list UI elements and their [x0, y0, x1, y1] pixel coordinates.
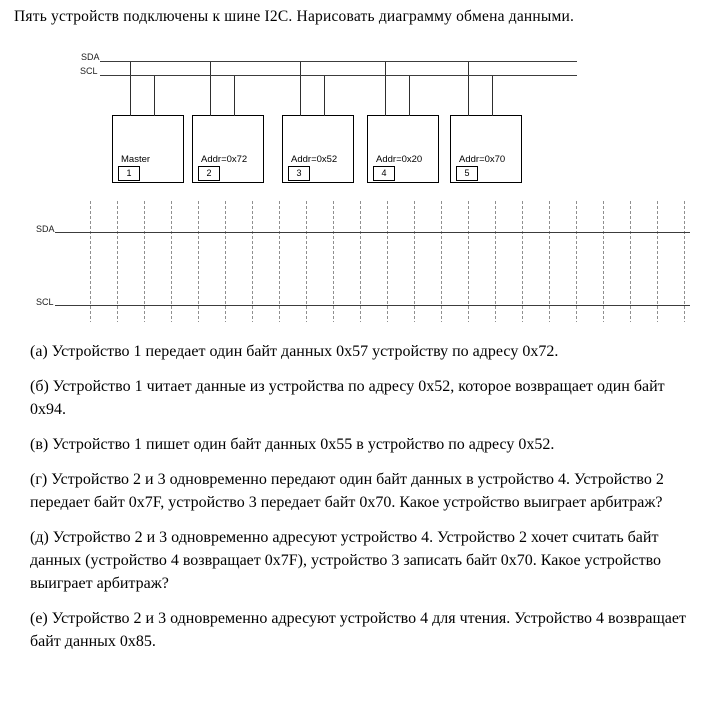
device-box-4 — [367, 115, 439, 183]
scl-bus-label: SCL — [80, 66, 98, 76]
sda-bus-label: SDA — [81, 52, 100, 62]
page-title: Пять устройств подключены к шине I2C. Нарисовать диаграмму обмена данными. — [14, 8, 575, 25]
wire-to-sda — [130, 62, 131, 116]
device-number: 1 — [118, 166, 140, 181]
sda-timing-label: SDA — [36, 224, 55, 234]
timing-grid — [90, 199, 686, 322]
device-label: Addr=0x52 — [291, 154, 338, 165]
device-label: Addr=0x70 — [459, 154, 506, 165]
device-box-2 — [192, 115, 264, 183]
device-number: 4 — [373, 166, 395, 181]
question-item-b: (б) Устройство 1 читает данные из устройства по адресу 0x52, которое возвращает один байт 0x94. — [30, 378, 665, 418]
device-number: 2 — [198, 166, 220, 181]
sda-timing-line — [55, 232, 690, 233]
scl-bus-line — [100, 75, 577, 76]
device-box-5 — [450, 115, 522, 183]
wire-to-scl — [324, 76, 325, 116]
wire-to-scl — [154, 76, 155, 116]
wire-to-sda — [468, 62, 469, 116]
wire-to-sda — [385, 62, 386, 116]
sda-bus-line — [100, 61, 577, 62]
question-list — [30, 340, 686, 665]
question-item-a: (а) Устройство 1 передает один байт данных 0x57 устройству по адресу 0x72. — [30, 343, 559, 360]
device-label: Addr=0x20 — [376, 154, 423, 165]
device-box-3 — [282, 115, 354, 183]
question-item-d: (д) Устройство 2 и 3 одновременно адресуют устройство 4. Устройство 2 хочет считать байт данных (устройство 4 возвращает 0x7F), устройство 3 записать байт 0x70. Какое устройство выиграет арбитраж? — [30, 529, 662, 592]
device-label: Addr=0x72 — [201, 154, 248, 165]
device-number: 3 — [288, 166, 310, 181]
device-label: Master — [121, 154, 151, 165]
scl-timing-label: SCL — [36, 297, 54, 307]
wire-to-scl — [409, 76, 410, 116]
question-item-v: (в) Устройство 1 пишет один байт данных 0x55 в устройство по адресу 0x52. — [30, 436, 555, 453]
wire-to-sda — [210, 62, 211, 116]
device-box-master — [112, 115, 184, 183]
scl-timing-line — [55, 305, 690, 306]
wire-to-sda — [300, 62, 301, 116]
wire-to-scl — [234, 76, 235, 116]
wire-to-scl — [492, 76, 493, 116]
device-number: 5 — [456, 166, 478, 181]
question-item-g: (г) Устройство 2 и 3 одновременно передают один байт данных в устройство 4. Устройство 2 передает байт 0x7F, устройство 3 передает байт 0x70. Какое устройство выиграет арбитраж? — [30, 471, 664, 511]
question-item-e: (е) Устройство 2 и 3 одновременно адресуют устройство 4 для чтения. Устройство 4 возвращает байт данных 0x85. — [30, 610, 686, 650]
